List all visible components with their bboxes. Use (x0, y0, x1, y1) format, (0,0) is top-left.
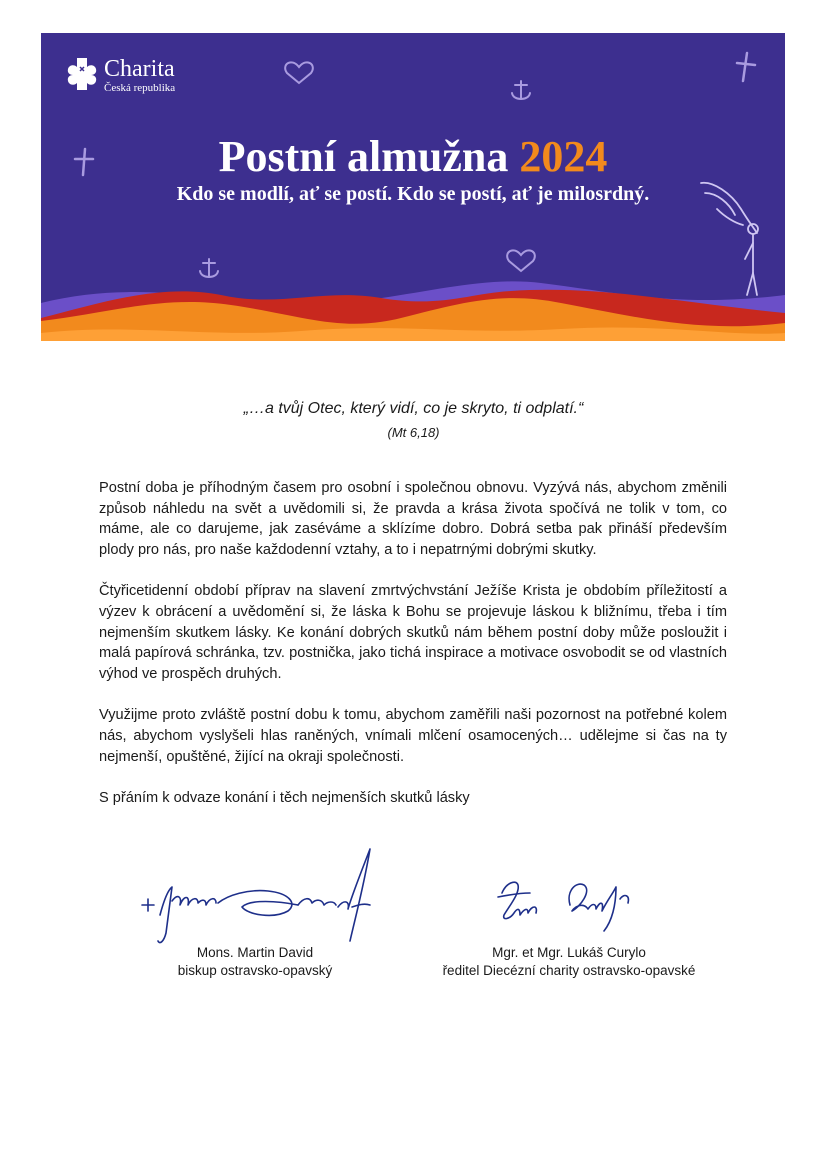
banner-subtitle: Kdo se modlí, ať se postí. Kdo se postí, ať je milosrdný. (176, 183, 650, 205)
signatory-1 (160, 944, 350, 980)
signatory-role: biskup ostravsko-opavský (177, 963, 333, 978)
banner-year: 2024 (519, 132, 608, 181)
signature-lukas-curylo (492, 875, 652, 935)
letter-body (99, 478, 727, 830)
heart-icon (507, 250, 535, 271)
paragraph: Využijme proto zvláště postní dobu k tomu, abychom zaměřili naši pozornost na potřebné kolem nás, abychom vyslyšeli hlas raněných, vnímali mlčení osamocených… udělejme si čas na ty nejmenší, opuštěné, žijící na okraji společnosti. (99, 707, 727, 765)
heart-icon (285, 62, 313, 83)
signatory-role: ředitel Diecézní charity ostravsko-opavské (442, 963, 696, 978)
anchor-icon (200, 259, 218, 277)
bible-quote: „…a tvůj Otec, který vidí, co je skryto, ti odplatí.“ (243, 400, 584, 417)
header-banner (41, 33, 785, 341)
signature-martin-david (138, 845, 383, 955)
paragraph: Postní doba je příhodným časem pro osobní i společnou obnovu. Vyzývá nás, abychom změnili způsob náhledu na svět a uvědomili si, že pravda a krása života spočívá ne tolik v tom, co máme, ale co darujeme, jak zaséváme a sklízíme dobro. Dobrá setba pak přináší především plody pro nás, pro naše každodenní vztahy, a to i nepatrnými dobrými skutky. (99, 480, 727, 558)
closing-line: S přáním k odvaze konání i těch nejmenších skutků lásky (99, 790, 470, 807)
logo-subtitle: Česká republika (104, 82, 176, 94)
quote-reference: (Mt 6,18) (387, 425, 440, 440)
anchor-icon (512, 81, 530, 99)
charita-cross-icon (65, 57, 99, 91)
signatory-2 (414, 944, 724, 980)
paragraph: Čtyřicetidenní období příprav na slavení zmrtvýchvstání Ježíše Krista je obdobím příležitostí a výzev k obrácení a uvědomění si, že láska k Bohu se projevuje láskou k bližnímu, třeba i tím nejmenším skutkem lásky. Ke konání dobrých skutků nám během postní doby může posloužit i malá papírová schránka, tzv. postnička, jako tichá inspirace a motivace osvobodit se od vlastních výhod ve prospěch druhých. (99, 583, 727, 682)
logo-name: Charita (104, 56, 175, 82)
charita-logo (65, 57, 175, 94)
signatory-name: Mgr. et Mgr. Lukáš Curylo (492, 945, 646, 960)
banner-title (41, 131, 785, 182)
signatory-name: Mons. Martin David (196, 945, 314, 960)
cross-icon (737, 53, 755, 81)
banner-title-text: Postní almužna (218, 132, 509, 181)
